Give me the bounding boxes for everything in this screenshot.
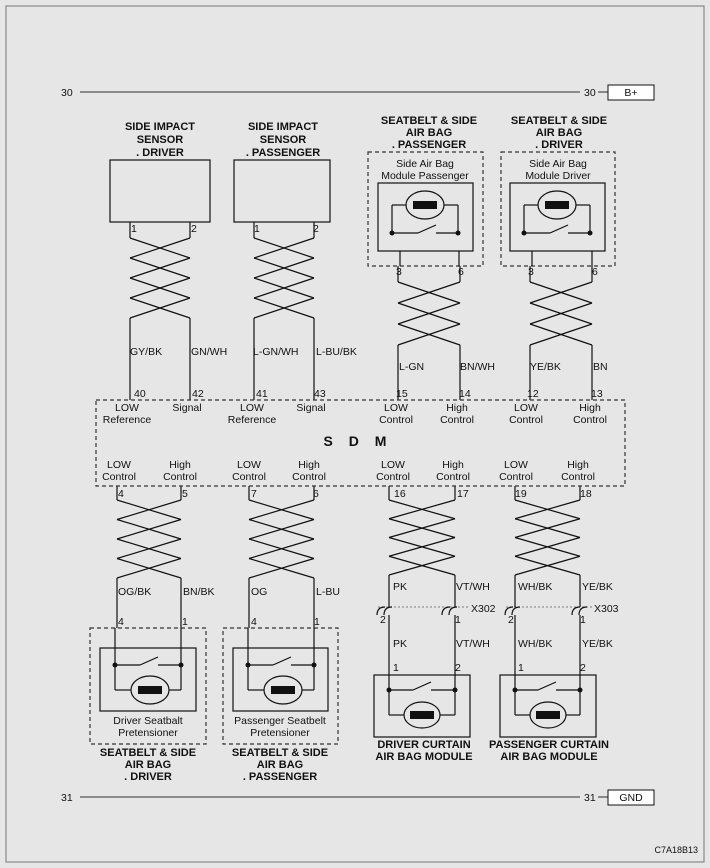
side-airbag-driver-pin6: 6: [592, 266, 598, 278]
sensor-passenger-pin1: 1: [254, 223, 260, 235]
svg-text:1: 1: [455, 614, 461, 626]
svg-text:PK: PK: [393, 638, 408, 650]
wire-gy-bk: GY/BK: [130, 346, 163, 358]
top-rail-left-number: 30: [61, 87, 73, 99]
svg-text:Driver Seatbalt: Driver Seatbalt: [113, 715, 183, 727]
svg-text:2: 2: [380, 614, 386, 626]
svg-text:Side Air Bag: Side Air Bag: [529, 158, 587, 170]
svg-text:LOW: LOW: [115, 402, 139, 414]
wire-ye-bk-lower: YE/BK: [582, 581, 613, 593]
svg-text:2: 2: [508, 614, 514, 626]
side-airbag-passenger-pin3: 3: [396, 266, 402, 278]
svg-text:YE/BK: YE/BK: [582, 638, 613, 650]
svg-text:13: 13: [591, 388, 603, 400]
svg-text:7: 7: [251, 488, 257, 500]
svg-text:. DRIVER: . DRIVER: [124, 771, 172, 783]
svg-text:1: 1: [393, 662, 399, 674]
svg-text:. DRIVER: . DRIVER: [136, 147, 184, 159]
svg-text:High: High: [169, 459, 191, 471]
svg-text:SIDE IMPACT: SIDE IMPACT: [247, 121, 319, 133]
wire-l-bu: L-BU: [316, 586, 340, 598]
svg-text:AIR BAG MODULE: AIR BAG MODULE: [500, 751, 598, 763]
svg-text:Pretensioner: Pretensioner: [250, 727, 310, 739]
svg-text:LOW: LOW: [504, 459, 528, 471]
wire-ye-bk-upper: YE/BK: [530, 361, 561, 373]
svg-text:LOW: LOW: [237, 459, 261, 471]
b-plus-tag-label: B+: [624, 87, 638, 99]
figure-code: C7A18B13: [654, 845, 698, 855]
svg-text:. DRIVER: . DRIVER: [535, 139, 583, 151]
svg-text:1: 1: [518, 662, 524, 674]
svg-text:41: 41: [256, 388, 268, 400]
svg-text:16: 16: [394, 488, 406, 500]
svg-text:Module Driver: Module Driver: [525, 170, 591, 182]
side-airbag-passenger-pin6: 6: [458, 266, 464, 278]
svg-text:VT/WH: VT/WH: [456, 638, 490, 650]
svg-text:Reference: Reference: [102, 414, 152, 426]
svg-text:WH/BK: WH/BK: [518, 638, 553, 650]
svg-text:Control: Control: [436, 471, 470, 483]
wire-bn: BN: [593, 361, 608, 373]
svg-text:Control: Control: [163, 471, 197, 483]
svg-text:Control: Control: [232, 471, 266, 483]
wire-gn-wh: GN/WH: [191, 346, 228, 358]
svg-text:14: 14: [459, 388, 471, 400]
wire-l-gn: L-GN: [399, 361, 425, 373]
svg-text:AIR BAG: AIR BAG: [535, 127, 583, 139]
svg-text:LOW: LOW: [384, 402, 408, 414]
sensor-driver-pin2: 2: [191, 223, 197, 235]
svg-text:DRIVER CURTAIN: DRIVER CURTAIN: [377, 739, 471, 751]
svg-text:4: 4: [118, 488, 124, 500]
svg-text:LOW: LOW: [240, 402, 264, 414]
svg-text:40: 40: [134, 388, 146, 400]
svg-text:Control: Control: [561, 471, 595, 483]
svg-text:SEATBELT & SIDE: SEATBELT & SIDE: [231, 747, 329, 759]
svg-text:5: 5: [182, 488, 188, 500]
svg-text:Control: Control: [573, 414, 607, 426]
svg-text:Passenger Seatbelt: Passenger Seatbelt: [234, 715, 326, 727]
svg-text:AIR BAG: AIR BAG: [256, 759, 304, 771]
svg-text:Module Passenger: Module Passenger: [381, 170, 469, 182]
curtain-driver-title: [375, 739, 472, 763]
svg-text:AIR BAG: AIR BAG: [124, 759, 172, 771]
svg-text:LOW: LOW: [107, 459, 131, 471]
bottom-rail-right-number: 31: [584, 792, 596, 804]
svg-text:Reference: Reference: [227, 414, 277, 426]
svg-text:LOW: LOW: [381, 459, 405, 471]
svg-text:High: High: [442, 459, 464, 471]
svg-text:4: 4: [118, 616, 124, 628]
wire-wh-bk: WH/BK: [518, 581, 553, 593]
wire-og-bk: OG/BK: [118, 586, 152, 598]
svg-text:High: High: [579, 402, 601, 414]
svg-text:18: 18: [580, 488, 592, 500]
svg-text:SEATBELT & SIDE: SEATBELT & SIDE: [99, 747, 197, 759]
svg-text:Control: Control: [102, 471, 136, 483]
wire-pk: PK: [393, 581, 408, 593]
wire-vt-wh: VT/WH: [456, 581, 490, 593]
svg-text:SEATBELT & SIDE: SEATBELT & SIDE: [510, 115, 608, 127]
svg-text:PASSENGER CURTAIN: PASSENGER CURTAIN: [489, 739, 609, 751]
svg-text:4: 4: [251, 616, 257, 628]
sdm-label: S D M: [323, 433, 393, 449]
svg-text:42: 42: [192, 388, 204, 400]
svg-text:43: 43: [314, 388, 326, 400]
svg-text:1: 1: [580, 614, 586, 626]
svg-text:LOW: LOW: [514, 402, 538, 414]
gnd-tag-label: GND: [619, 792, 643, 804]
svg-text:Control: Control: [292, 471, 326, 483]
svg-text:SENSOR: SENSOR: [259, 134, 307, 146]
wire-l-bu-bk: L-BU/BK: [316, 346, 357, 358]
wire-l-gn-wh: L-GN/WH: [253, 346, 299, 358]
wire-bn-wh: BN/WH: [460, 361, 495, 373]
svg-text:Control: Control: [379, 414, 413, 426]
svg-text:2: 2: [455, 662, 461, 674]
svg-text:. PASSENGER: . PASSENGER: [391, 139, 467, 151]
svg-text:Control: Control: [376, 471, 410, 483]
x303-label: X303: [594, 603, 619, 615]
svg-text:High: High: [298, 459, 320, 471]
bottom-rail-left-number: 31: [61, 792, 73, 804]
svg-text:Side Air Bag: Side Air Bag: [396, 158, 454, 170]
svg-text:Signal: Signal: [296, 402, 326, 414]
svg-text:High: High: [567, 459, 589, 471]
svg-text:AIR BAG MODULE: AIR BAG MODULE: [375, 751, 473, 763]
svg-text:AIR BAG: AIR BAG: [405, 127, 453, 139]
svg-text:SEATBELT & SIDE: SEATBELT & SIDE: [380, 115, 478, 127]
svg-text:15: 15: [396, 388, 408, 400]
x302-label: X302: [471, 603, 496, 615]
svg-text:Pretensioner: Pretensioner: [118, 727, 178, 739]
svg-text:2: 2: [580, 662, 586, 674]
svg-text:12: 12: [527, 388, 539, 400]
wire-bn-bk: BN/BK: [183, 586, 215, 598]
svg-text:SIDE IMPACT: SIDE IMPACT: [124, 121, 196, 133]
svg-text:High: High: [446, 402, 468, 414]
svg-text:Control: Control: [440, 414, 474, 426]
svg-text:19: 19: [515, 488, 527, 500]
svg-text:1: 1: [314, 616, 320, 628]
svg-text:Signal: Signal: [172, 402, 202, 414]
svg-text:. PASSENGER: . PASSENGER: [245, 147, 321, 159]
sensor-passenger-pin2: 2: [313, 223, 319, 235]
top-rail-right-number: 30: [584, 87, 596, 99]
curtain-passenger-title: [489, 739, 609, 763]
svg-text:SENSOR: SENSOR: [136, 134, 184, 146]
svg-text:17: 17: [457, 488, 469, 500]
svg-text:Control: Control: [509, 414, 543, 426]
svg-text:1: 1: [182, 616, 188, 628]
svg-text:6: 6: [313, 488, 319, 500]
svg-text:Control: Control: [499, 471, 533, 483]
sensor-driver-pin1: 1: [131, 223, 137, 235]
svg-text:. PASSENGER: . PASSENGER: [242, 771, 318, 783]
side-airbag-driver-pin3: 3: [528, 266, 534, 278]
wire-og: OG: [251, 586, 268, 598]
